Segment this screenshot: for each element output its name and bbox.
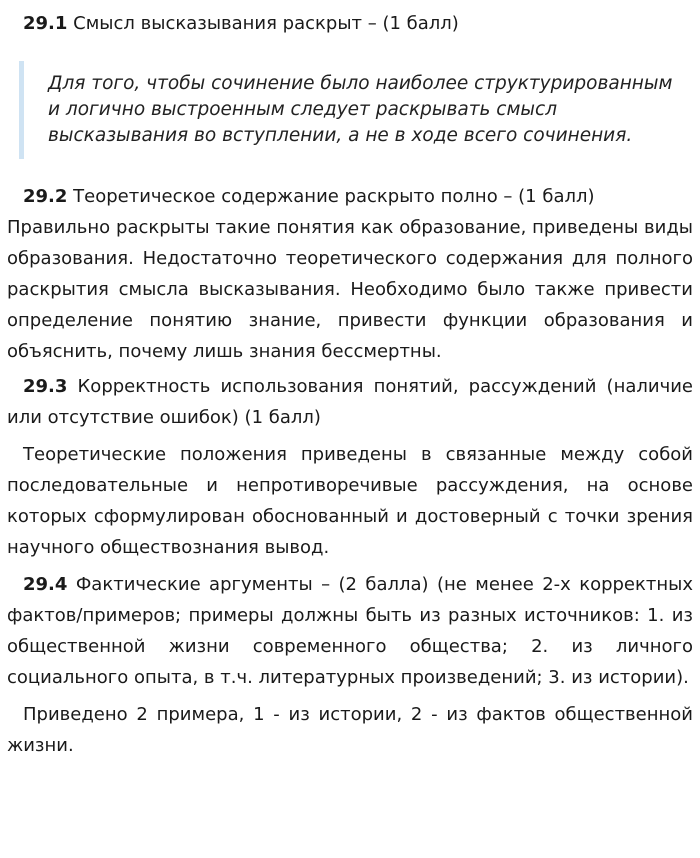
criterion-29-2-heading [7,181,693,212]
quote-text: Для того, чтобы сочинение было наиболее структурированным и логично выстроенным следует раскрывать смысл высказывания во вступлении, а не в ходе всего сочинения. [48,73,673,146]
criterion-29-3-body: Теоретические положения приведены в связанные между собой последовательные и непротиворечивые рассуждения, на основе которых сформулирован обоснованный и достоверный с точки зрения научного обществознания вывод. [7,444,693,558]
criterion-number: 29.2 [23,186,68,207]
criterion-number: 29.4 [23,574,68,595]
criterion-number: 29.1 [23,13,68,34]
criterion-number: 29.3 [23,376,68,397]
criterion-29-1-quote [19,61,693,159]
criterion-29-4-heading [7,569,693,693]
criterion-title: Теоретическое содержание раскрыто полно – (1 балл) [67,186,595,207]
criterion-29-4-body: Приведено 2 примера, 1 - из истории, 2 - из фактов общественной жизни. [7,704,693,756]
criterion-29-2-body: Правильно раскрыты такие понятия как образование, приведены виды образования. Недостаточно теоретического содержания для полного раскрытия смысла высказывания. Необходимо было также привести определение понятию знание, привести функции образования и объяснить, почему лишь знания бессмертны. [7,217,693,362]
criterion-29-1-heading [7,8,693,39]
criterion-title: Корректность использования понятий, рассуждений (наличие или отсутствие ошибок) (1 балл) [7,376,693,428]
criterion-29-3-heading [7,371,693,433]
criterion-title: Смысл высказывания раскрыт – (1 балл) [67,13,459,34]
criterion-title: Фактические аргументы – (2 балла) (не менее 2-х корректных фактов/примеров; примеры должны быть из разных источников: 1. из общественной жизни современного общества; 2. из личного социального опыта, в т.ч. литературных произведений; 3. из истории). [7,574,693,688]
